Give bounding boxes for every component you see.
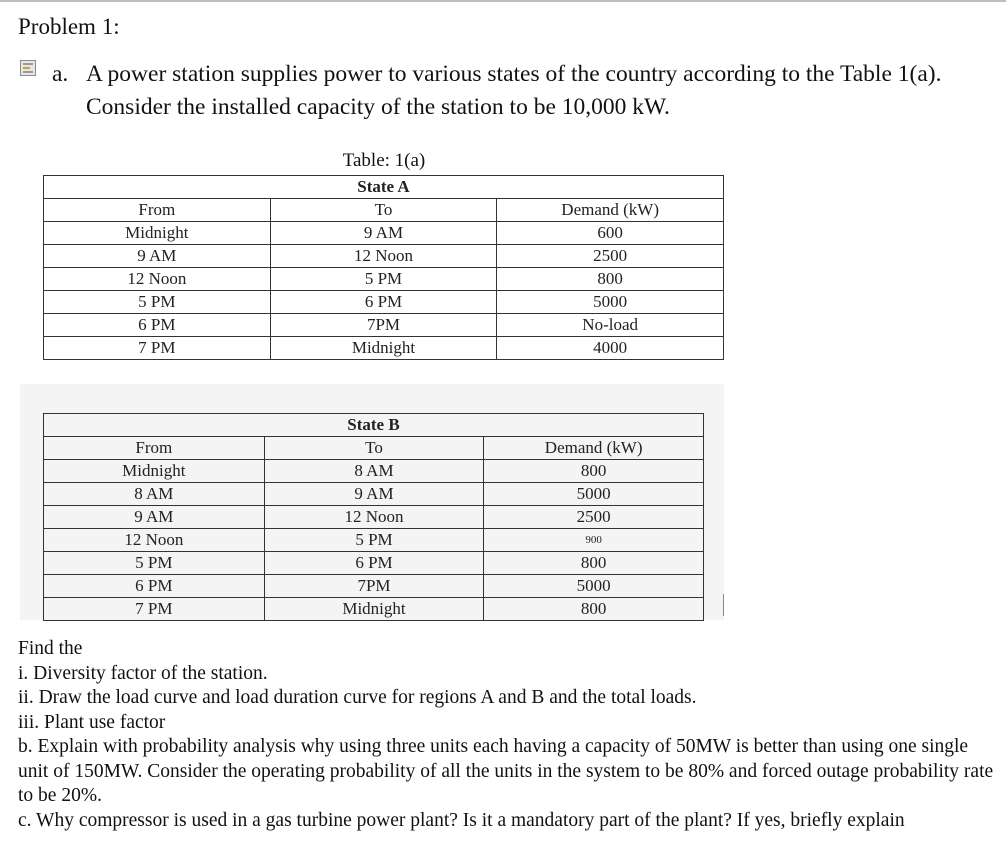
table-row — [44, 460, 704, 483]
cell-to: 9 AM — [264, 483, 484, 506]
part-a-label: a. — [52, 61, 69, 87]
table-row — [44, 291, 724, 314]
cell-demand: 600 — [497, 222, 724, 245]
question-i: i. Diversity factor of the station. — [18, 662, 268, 684]
cell-from: 7 PM — [44, 337, 271, 360]
cell-from: 7 PM — [44, 598, 265, 621]
table-row — [44, 506, 704, 529]
col-header-demand: Demand (kW) — [497, 199, 724, 222]
cell-from: 12 Noon — [44, 268, 271, 291]
cell-from: 6 PM — [44, 314, 271, 337]
table-row — [44, 598, 704, 621]
col-header-from: From — [44, 199, 271, 222]
cell-to: 9 AM — [270, 222, 497, 245]
cell-demand: 5000 — [484, 483, 704, 506]
cell-to: 7PM — [270, 314, 497, 337]
col-header-to: To — [264, 437, 484, 460]
cell-to: 12 Noon — [264, 506, 484, 529]
cell-from: Midnight — [44, 460, 265, 483]
cell-from: 9 AM — [44, 245, 271, 268]
table-row — [44, 529, 704, 552]
cell-demand: 2500 — [497, 245, 724, 268]
table-caption: Table: 1(a) — [342, 150, 426, 171]
cell-from: 5 PM — [44, 291, 271, 314]
find-the-label: Find the — [18, 638, 83, 659]
state-b-table — [43, 413, 704, 621]
cell-from: 5 PM — [44, 552, 265, 575]
cell-to: 7PM — [264, 575, 484, 598]
part-a-text: A power station supplies power to various states of the country according to the Table 1(a). Consider the installed capacity of the station to be 10,000 kW. — [86, 61, 942, 120]
cell-to: 8 AM — [264, 460, 484, 483]
table-row — [44, 222, 724, 245]
table-row — [44, 575, 704, 598]
cell-to: 6 PM — [270, 291, 497, 314]
cell-demand: 2500 — [484, 506, 704, 529]
col-header-to: To — [270, 199, 497, 222]
cell-demand: 4000 — [497, 337, 724, 360]
questions-block — [18, 637, 998, 833]
cell-to: Midnight — [270, 337, 497, 360]
cell-from: 12 Noon — [44, 529, 265, 552]
problem-heading: Problem 1: — [18, 14, 120, 39]
cell-demand: 5000 — [484, 575, 704, 598]
state-a-title: State A — [44, 176, 724, 199]
cell-demand: 800 — [484, 460, 704, 483]
cell-to: 5 PM — [264, 529, 484, 552]
cell-demand: No-load — [497, 314, 724, 337]
paragraph-marker-icon[interactable] — [20, 60, 36, 76]
question-b: b. Explain with probability analysis why using three units each having a capacity of 50MW is better than using one single unit of 150MW. Consider the operating probability of all the units in the system to be 80% and forced outage probability rate to be 20%. — [18, 736, 994, 806]
text-cursor-mark — [723, 594, 724, 616]
table-row — [44, 245, 724, 268]
cell-from: 8 AM — [44, 483, 265, 506]
cell-to: 5 PM — [270, 268, 497, 291]
cell-demand-handwritten: 900 — [484, 529, 704, 552]
cell-from: 9 AM — [44, 506, 265, 529]
cell-from: Midnight — [44, 222, 271, 245]
cell-demand: 5000 — [497, 291, 724, 314]
state-a-table — [43, 175, 724, 360]
cell-to: Midnight — [264, 598, 484, 621]
question-c: c. Why compressor is used in a gas turbine power plant? Is it a mandatory part of the plant? If yes, briefly explain — [18, 809, 905, 831]
cell-demand: 800 — [484, 598, 704, 621]
col-header-demand: Demand (kW) — [484, 437, 704, 460]
cell-demand: 800 — [484, 552, 704, 575]
table-row — [44, 268, 724, 291]
question-ii: ii. Draw the load curve and load duration curve for regions A and B and the total loads. — [18, 687, 697, 708]
state-b-title: State B — [44, 414, 704, 437]
top-border — [0, 0, 1006, 2]
table-row — [44, 552, 704, 575]
col-header-from: From — [44, 437, 265, 460]
cell-to: 12 Noon — [270, 245, 497, 268]
cell-demand: 800 — [497, 268, 724, 291]
cell-from: 6 PM — [44, 575, 265, 598]
question-iii: iii. Plant use factor — [18, 711, 166, 733]
table-row — [44, 337, 724, 360]
table-row — [44, 483, 704, 506]
cell-to: 6 PM — [264, 552, 484, 575]
table-row — [44, 314, 724, 337]
